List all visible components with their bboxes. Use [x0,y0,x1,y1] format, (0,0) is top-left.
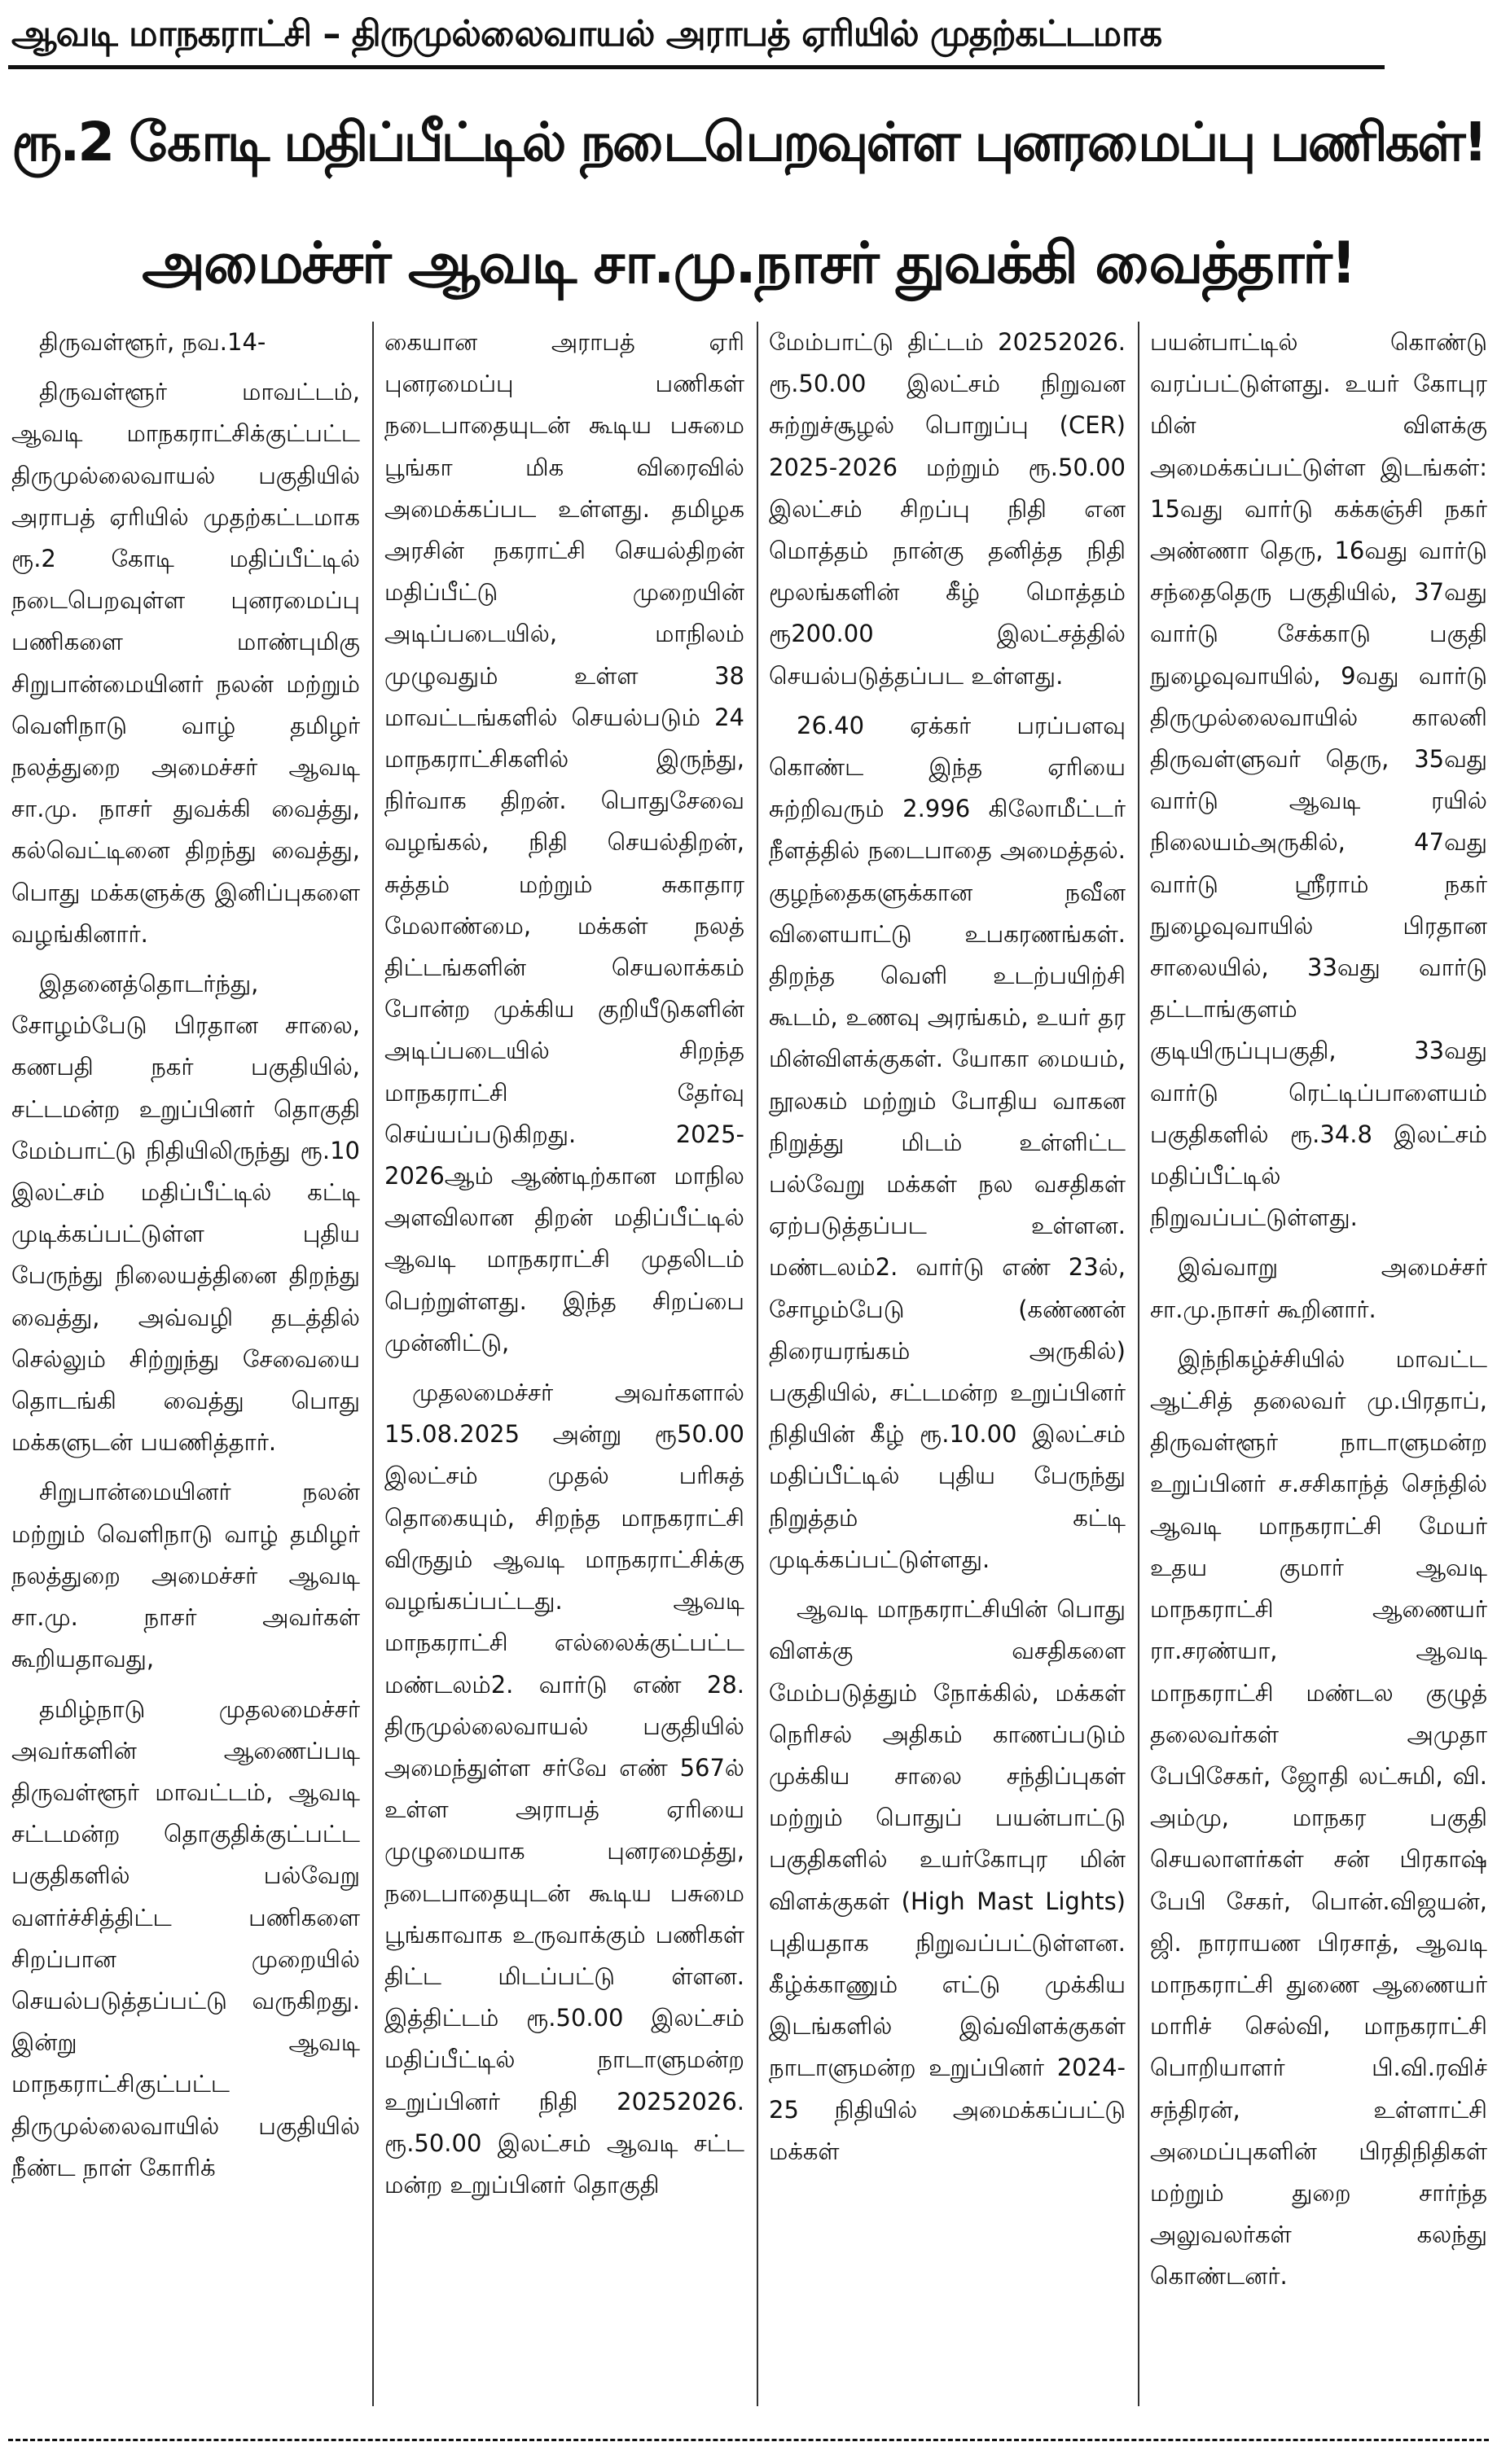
bottom-dashed-border [8,2439,1489,2441]
article-column-3 [769,322,1126,2406]
subheadline: அமைச்சர் ஆவடி சா.மு.நாசர் துவக்கி வைத்தார்! [142,230,1355,296]
body-paragraph: பயன்பாட்டில் கொண்டு வரப்பட்டுள்ளது. உயர் கோபுர மின் விளக்கு அமைக்கப்பட்டுள்ள இடங்கள்: 15வது வார்டு கக்கஞ்சி நகர் அண்ணா தெரு, 16வது வார்டு சந்தைதெரு பகுதியில், 37வது வார்டு சேக்காடு பகுதி நுழைவுவாயில், 9வது வார்டு திருமுல்லைவாயில் காலனி திருவள்ளுவர் தெரு, 35வது வார்டு ஆவடி ரயில் நிலையம்அருகில், 47வது வார்டு ஸ்ரீராம் நகர் நுழைவுவாயில் பிரதான சாலையில், 33வது வார்டு தட்டாங்குளம் குடியிருப்புபகுதி, 33வது வார்டு ரெட்டிப்பாளையம் பகுதிகளில் ரூ.34.8 இலட்சம் மதிப்பீட்டில் நிறுவப்பட்டுள்ளது. [1150,328,1487,1232]
headline: ரூ.2 கோடி மதிப்பீட்டில் நடைபெறவுள்ள புனரமைப்பு பணிகள்! [11,111,1486,173]
article-column-2 [384,322,744,2406]
body-paragraph: இதனைத்தொடர்ந்து, சோழம்பேடு பிரதான சாலை, கணபதி நகர் பகுதியில், சட்டமன்ற உறுப்பினர் தொகுதி மேம்பாட்டு நிதியிலிருந்து ரூ.10 இலட்சம் மதிப்பீட்டில் கட்டி முடிக்கப்பட்டுள்ள புதிய பேருந்து நிலையத்தினை திறந்து வைத்து, அவ்வழி தடத்தில் செல்லும் சிற்றுந்து சேவையை தொடங்கி வைத்து பொது மக்களுடன் பயணித்தார். [11,970,360,1457]
article-column-4 [1150,322,1487,2406]
body-paragraph: ஆவடி மாநகராட்சியின் பொது விளக்கு வசதிகளை மேம்படுத்தும் நோக்கில், மக்கள் நெரிசல் அதிகம் காணப்படும் முக்கிய சாலை சந்திப்புகள் மற்றும் பொதுப் பயன்பாட்டு பகுதிகளில் உயர்கோபுர மின் விளக்குகள் (High Mast Lights) புதியதாக நிறுவப்பட்டுள்ளன. கீழ்க்காணும் எட்டு முக்கிய இடங்களில் இவ்விளக்குகள் நாடாளுமன்ற உறுப்பினர் 2024-25 நிதியில் அமைக்கப்பட்டு மக்கள் [769,1595,1126,2165]
dateline: திருவள்ளூர், நவ.14- [39,328,266,356]
body-paragraph: இந்நிகழ்ச்சியில் மாவட்ட ஆட்சித் தலைவர் மு.பிரதாப், திருவள்ளூர் நாடாளுமன்ற உறுப்பினர் ச.சசிகாந்த் செந்தில் ஆவடி மாநகராட்சி மேயர் உதய குமார் ஆவடி மாநகராட்சி ஆணையர் ரா.சரண்யா, ஆவடி மாநகராட்சி மண்டல குழுத் தலைவர்கள் அமுதா பேபிசேகர், ஜோதி லட்சுமி, வி. அம்மு, மாநகர பகுதி செயலாளர்கள் சன் பிரகாஷ் பேபி சேகர், பொன்.விஜயன், ஜி. நாராயண பிரசாத், ஆவடி மாநகராட்சி துணை ஆணையர் மாரிச் செல்வி, மாநகராட்சி பொறியாளர் பி.வி.ரவிச் சந்திரன், உள்ளாட்சி அமைப்புகளின் பிரதிநிதிகள் மற்றும் துறை சார்ந்த அலுவலர்கள் கலந்து கொண்டனர். [1150,1344,1487,2291]
column-divider [1138,322,1139,2406]
column-divider [372,322,374,2406]
kicker-underline [8,65,1385,69]
body-paragraph: சிறுபான்மையினர் நலன் மற்றும் வெளிநாடு வாழ் தமிழர் நலத்துறை அமைச்சர் ஆவடி சா.மு. நாசர் அவர்கள் கூறியதாவது, [11,1478,360,1673]
body-paragraph: திருவள்ளூர் மாவட்டம், ஆவடி மாநகராட்சிக்குட்பட்ட திருமுல்லைவாயல் பகுதியில் அராபத் ஏரியில் முதற்கட்டமாக ரூ.2 கோடி மதிப்பீட்டில் நடைபெறவுள்ள புனரமைப்பு பணிகளை மாண்புமிகு சிறுபான்மையினர் நலன் மற்றும் வெளிநாடு வாழ் தமிழர் நலத்துறை அமைச்சர் ஆவடி சா.மு. நாசர் துவக்கி வைத்து, கல்வெட்டினை திறந்து வைத்து, பொது மக்களுக்கு இனிப்புகளை வழங்கினார். [11,378,360,948]
body-paragraph: கையான அராபத் ஏரி புனரமைப்பு பணிகள் நடைபாதையுடன் கூடிய பசுமை பூங்கா மிக விரைவில் அமைக்கப்பட உள்ளது. தமிழக அரசின் நகராட்சி செயல்திறன் மதிப்பீட்டு முறையின் அடிப்படையில், மாநிலம் முழுவதும் உள்ள 38 மாவட்டங்களில் செயல்படும் 24 மாநகராட்சிகளில் இருந்து, நிர்வாக திறன். பொதுசேவை வழங்கல், நிதி செயல்திறன், சுத்தம் மற்றும் சுகாதார மேலாண்மை, மக்கள் நலத் திட்டங்களின் செயலாக்கம் போன்ற முக்கிய குறியீடுகளின் அடிப்படையில் சிறந்த மாநகராட்சி தேர்வு செய்யப்படுகிறது. 2025-2026ஆம் ஆண்டிற்கான மாநில அளவிலான திறன் மதிப்பீட்டில் ஆவடி மாநகராட்சி முதலிடம் பெற்றுள்ளது. இந்த சிறப்பை முன்னிட்டு, [384,328,744,1357]
body-paragraph: மேம்பாட்டு திட்டம் 20252026. ரூ.50.00 இலட்சம் நிறுவன சுற்றுச்சூழல் பொறுப்பு (CER) 2025-2026 மற்றும் ரூ.50.00 இலட்சம் சிறப்பு நிதி என மொத்தம் நான்கு தனித்த நிதி மூலங்களின் கீழ் மொத்தம் ரூ200.00 இலட்சத்தில் செயல்படுத்தப்பட உள்ளது. [769,328,1126,690]
body-paragraph: 26.40 ஏக்கர் பரப்பளவு கொண்ட இந்த ஏரியை சுற்றிவரும் 2.996 கிலோமீட்டர் நீளத்தில் நடைபாதை அமைத்தல். குழந்தைகளுக்கான நவீன விளையாட்டு உபகரணங்கள். திறந்த வெளி உடற்பயிற்சி கூடம், உணவு அரங்கம், உயர் தர மின்விளக்குகள். யோகா மையம், நூலகம் மற்றும் போதிய வாகன நிறுத்து மிடம் உள்ளிட்ட பல்வேறு மக்கள் நல வசதிகள் ஏற்படுத்தப்பட உள்ளன. மண்டலம்2. வார்டு எண் 23ல், சோழம்பேடு (கண்ணன் திரையரங்கம் அருகில்) பகுதியில், சட்டமன்ற உறுப்பினர் நிதியின் கீழ் ரூ.10.00 இலட்சம் மதிப்பீட்டில் புதிய பேருந்து நிறுத்தம் கட்டி முடிக்கப்பட்டுள்ளது. [769,711,1126,1573]
body-paragraph: தமிழ்நாடு முதலமைச்சர் அவர்களின் ஆணைப்படி திருவள்ளூர் மாவட்டம், ஆவடி சட்டமன்ற தொகுதிக்குட்பட்ட பகுதிகளில் பல்வேறு வளர்ச்சித்திட்ட பணிகளை சிறப்பான முறையில் செயல்படுத்தப்பட்டு வருகிறது. இன்று ஆவடி மாநகராட்சிகுட்பட்ட திருமுல்லைவாயில் பகுதியில் நீண்ட நாள் கோரிக் [11,1695,360,2181]
column-divider [757,322,758,2406]
body-paragraph: இவ்வாறு அமைச்சர் சா.மு.நாசர் கூறினார். [1150,1253,1487,1323]
body-paragraph: முதலமைச்சர் அவர்களால் 15.08.2025 அன்று ரூ50.00 இலட்சம் முதல் பரிசுத் தொகையும், சிறந்த மாநகராட்சி விருதும் ஆவடி மாநகராட்சிக்கு வழங்கப்பட்டது. ஆவடி மாநகராட்சி எல்லைக்குட்பட்ட மண்டலம்2. வார்டு எண் 28. திருமுல்லைவாயல் பகுதியில் அமைந்துள்ள சர்வே எண் 567ல் உள்ள அராபத் ஏரியை முழுமையாக புனரமைத்து, நடைபாதையுடன் கூடிய பசுமை பூங்காவாக உருவாக்கும் பணிகள் திட்ட மிடப்பட்டு ள்ளன. இத்திட்டம் ரூ.50.00 இலட்சம் மதிப்பீட்டில் நாடாளுமன்ற உறுப்பினர் நிதி 20252026. ரூ.50.00 இலட்சம் ஆவடி சட்ட மன்ற உறுப்பினர் தொகுதி [384,1379,744,2199]
article-column-1 [11,322,360,2406]
kicker-line: ஆவடி மாநகராட்சி – திருமுல்லைவாயல் அராபத் ஏரியில் முதற்கட்டமாக [11,13,1162,55]
